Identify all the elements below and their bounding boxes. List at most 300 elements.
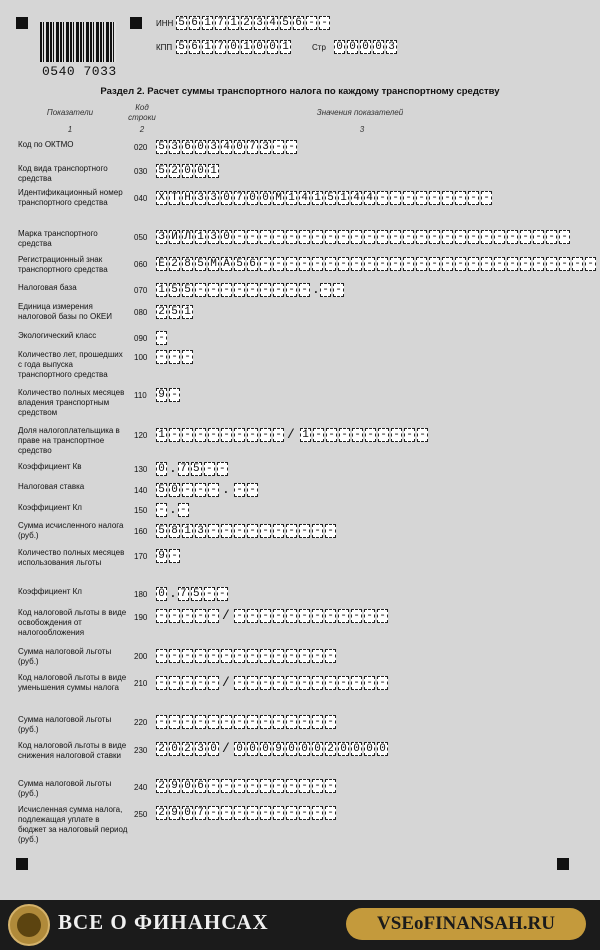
form-cell: - xyxy=(156,649,167,663)
form-cell: - xyxy=(306,16,317,30)
form-cell: - xyxy=(352,428,363,442)
field-120-share-num[interactable] xyxy=(156,428,286,442)
field-210-reduce-code-2[interactable] xyxy=(234,676,390,690)
form-cell: 9 xyxy=(156,549,167,563)
form-cell: 8 xyxy=(182,257,193,271)
row-label-200: Сумма налоговой льготы (руб.) xyxy=(18,647,112,666)
form-cell: 0 xyxy=(169,742,180,756)
form-cell: 2 xyxy=(169,257,180,271)
form-cell: 6 xyxy=(247,257,258,271)
form-cell: - xyxy=(339,428,350,442)
form-cell: - xyxy=(364,676,375,690)
form-cell: - xyxy=(247,283,258,297)
field-130-kv[interactable] xyxy=(156,462,230,476)
form-cell: - xyxy=(208,428,219,442)
brand-title: ВСЕ О ФИНАНСАХ xyxy=(58,910,269,934)
form-cell: - xyxy=(204,462,215,476)
form-cell: 0 xyxy=(334,40,345,54)
form-cell: - xyxy=(247,609,258,623)
field-100-years[interactable] xyxy=(156,350,195,364)
row-label-120: Доля налогоплательщика в праве на транспортное средство xyxy=(18,426,120,455)
row-label-090: Экологический класс xyxy=(18,331,97,340)
field-020-oktmo[interactable] xyxy=(156,140,299,154)
form-cell: 0 xyxy=(254,40,265,54)
form-cell: - xyxy=(260,609,271,623)
col-num-3: 3 xyxy=(359,125,365,134)
form-cell: - xyxy=(234,283,245,297)
form-cell: - xyxy=(559,257,570,271)
form-cell: - xyxy=(351,257,362,271)
form-cell: - xyxy=(338,676,349,690)
row-code-100: 100 xyxy=(134,353,148,362)
form-cell: 0 xyxy=(234,742,245,756)
form-cell: - xyxy=(182,609,193,623)
form-cell: - xyxy=(320,283,331,297)
row-label-160: Сумма исчисленного налога (руб.) xyxy=(18,521,124,540)
field-230-rate-code[interactable] xyxy=(156,742,221,756)
form-cell: 2 xyxy=(325,742,336,756)
form-cell: - xyxy=(364,609,375,623)
form-cell: - xyxy=(391,428,402,442)
form-cell: 5 xyxy=(156,140,167,154)
field-240-benefit-sum[interactable] xyxy=(156,779,338,793)
form-cell: - xyxy=(299,649,310,663)
form-cell: 5 xyxy=(156,164,167,178)
form-cell: - xyxy=(377,230,388,244)
form-cell: - xyxy=(169,549,180,563)
form-cell: - xyxy=(325,806,336,820)
form-cell: З xyxy=(156,230,167,244)
form-cell: - xyxy=(546,230,557,244)
form-cell: 5 xyxy=(182,283,193,297)
form-cell: И xyxy=(169,230,180,244)
form-cell: - xyxy=(208,524,219,538)
form-cell: Л xyxy=(182,230,193,244)
form-cell: 2 xyxy=(156,779,167,793)
form-cell: 1 xyxy=(286,191,297,205)
form-cell: - xyxy=(286,524,297,538)
form-cell: 9 xyxy=(273,742,284,756)
form-cell: - xyxy=(533,230,544,244)
field-210-reduce-code[interactable] xyxy=(156,676,221,690)
form-cell: - xyxy=(286,140,297,154)
form-cell: - xyxy=(156,715,167,729)
form-cell: - xyxy=(286,806,297,820)
form-cell: - xyxy=(221,649,232,663)
form-cell: - xyxy=(234,676,245,690)
form-cell: 6 xyxy=(293,16,304,30)
form-cell: - xyxy=(247,230,258,244)
field-050-brand[interactable] xyxy=(156,230,572,244)
form-cell: 0 xyxy=(260,742,271,756)
form-cell: - xyxy=(286,649,297,663)
row-code-200: 200 xyxy=(134,652,148,661)
form-cell: - xyxy=(429,257,440,271)
form-cell: 1 xyxy=(208,164,219,178)
form-cell: - xyxy=(326,428,337,442)
form-cell: - xyxy=(299,806,310,820)
form-cell: - xyxy=(182,676,193,690)
form-cell: - xyxy=(299,715,310,729)
form-cell: - xyxy=(247,428,258,442)
form-cell: 7 xyxy=(215,40,226,54)
form-cell: - xyxy=(247,806,258,820)
field-120-slash: / xyxy=(287,427,295,442)
form-cell: - xyxy=(195,283,206,297)
form-cell: - xyxy=(169,350,180,364)
form-cell: M xyxy=(273,191,284,205)
form-cell: - xyxy=(247,715,258,729)
form-cell: 5 xyxy=(280,16,291,30)
form-cell: - xyxy=(234,779,245,793)
form-cell: - xyxy=(390,257,401,271)
form-cell: - xyxy=(260,230,271,244)
form-cell: - xyxy=(195,609,206,623)
field-060-reg-sign[interactable] xyxy=(156,257,598,271)
row-label-240: Сумма налоговой льготы (руб.) xyxy=(18,779,112,798)
form-cell: - xyxy=(378,428,389,442)
col-header-values: Значения показателей xyxy=(316,108,404,117)
form-cell: - xyxy=(520,230,531,244)
row-code-090: 090 xyxy=(134,334,148,343)
form-cell: - xyxy=(365,428,376,442)
form-cell: 0 xyxy=(347,40,358,54)
field-180-kl[interactable] xyxy=(156,587,230,601)
form-cell: - xyxy=(325,649,336,663)
form-cell: - xyxy=(273,609,284,623)
corner-marker-top-right xyxy=(130,17,142,29)
form-cell: - xyxy=(195,483,206,497)
form-cell: - xyxy=(234,806,245,820)
form-cell: 0 xyxy=(364,742,375,756)
row-code-120: 120 xyxy=(134,431,148,440)
row-label-050: Марка транспортного средства xyxy=(18,229,98,248)
field-140-rate-int[interactable] xyxy=(156,483,221,497)
form-cell: - xyxy=(260,428,271,442)
form-cell: 0 xyxy=(247,742,258,756)
form-cell: 6 xyxy=(195,779,206,793)
form-cell: H xyxy=(182,191,193,205)
form-cell: - xyxy=(260,676,271,690)
form-cell: 5 xyxy=(156,524,167,538)
form-cell: 0 xyxy=(247,191,258,205)
form-cell: - xyxy=(299,230,310,244)
form-cell: 0 xyxy=(182,779,193,793)
form-cell: - xyxy=(156,609,167,623)
form-cell: 3 xyxy=(260,140,271,154)
form-cell: 7 xyxy=(215,16,226,30)
form-cell: - xyxy=(312,676,323,690)
form-cell: 3 xyxy=(195,191,206,205)
form-cell: - xyxy=(319,16,330,30)
form-cell: - xyxy=(364,230,375,244)
field-220-benefit-sum[interactable] xyxy=(156,715,338,729)
form-cell: 1 xyxy=(182,305,193,319)
form-cell: - xyxy=(533,257,544,271)
row-code-110: 110 xyxy=(134,391,147,400)
form-cell: - xyxy=(221,283,232,297)
form-cell: 4 xyxy=(221,140,232,154)
form-cell: - xyxy=(247,779,258,793)
form-cell: 2 xyxy=(182,742,193,756)
form-cell: 3 xyxy=(208,140,219,154)
form-cell: - xyxy=(325,676,336,690)
field-110-months[interactable] xyxy=(156,388,182,402)
form-cell: - xyxy=(364,257,375,271)
form-cell: - xyxy=(286,230,297,244)
form-cell: - xyxy=(299,257,310,271)
col-header-code-1: Код xyxy=(135,103,149,112)
form-cell: - xyxy=(546,257,557,271)
field-190-slash: / xyxy=(222,608,230,623)
field-150-kl[interactable] xyxy=(156,503,191,517)
form-cell: - xyxy=(403,191,414,205)
form-cell: - xyxy=(325,609,336,623)
form-cell: 0 xyxy=(373,40,384,54)
form-cell: - xyxy=(333,283,344,297)
row-code-160: 160 xyxy=(134,527,148,536)
row-code-040: 040 xyxy=(134,194,148,203)
form-cell: - xyxy=(273,676,284,690)
form-cell: - xyxy=(260,649,271,663)
row-code-130: 130 xyxy=(134,465,148,474)
row-label-150: Коэффициент Кл xyxy=(18,503,82,512)
form-cell: 2 xyxy=(156,305,167,319)
form-cell: 5 xyxy=(325,191,336,205)
form-cell: 5 xyxy=(191,587,202,601)
field-160-tax-sum[interactable] xyxy=(156,524,338,538)
field-070-tax-base-frac[interactable] xyxy=(320,283,346,297)
field-140-rate-frac[interactable] xyxy=(234,483,260,497)
form-cell: - xyxy=(312,230,323,244)
form-cell: - xyxy=(273,230,284,244)
form-cell: 1 xyxy=(280,40,291,54)
form-cell: - xyxy=(156,503,167,517)
section-title: Раздел 2. Расчет суммы транспортного налога по каждому транспортному средству xyxy=(100,86,500,97)
emblem-logo-icon xyxy=(8,904,50,946)
field-190-exempt-code[interactable] xyxy=(156,609,221,623)
form-cell: - xyxy=(286,257,297,271)
form-cell: 1 xyxy=(182,524,193,538)
field-190-exempt-code-2[interactable] xyxy=(234,609,390,623)
form-cell: 0 xyxy=(156,462,167,476)
form-cell: - xyxy=(299,676,310,690)
row-label-060: Регистрационный знак транспортного средства xyxy=(18,255,108,274)
form-cell: - xyxy=(351,609,362,623)
form-cell: - xyxy=(221,806,232,820)
form-cell: 5 xyxy=(176,40,187,54)
brand-site-link[interactable]: VSEoFINANSAH.RU xyxy=(346,908,586,940)
form-cell: 2 xyxy=(169,164,180,178)
form-cell: - xyxy=(312,715,323,729)
field-250-total[interactable] xyxy=(156,806,338,820)
form-cell: 0 xyxy=(234,140,245,154)
inn-cells xyxy=(176,16,332,30)
kpp-label: КПП xyxy=(156,43,173,52)
form-cell: - xyxy=(234,609,245,623)
form-cell: - xyxy=(286,283,297,297)
form-cell: - xyxy=(390,230,401,244)
form-cell: - xyxy=(507,230,518,244)
form-cell: . xyxy=(169,502,177,517)
row-label-220: Сумма налоговой льготы (руб.) xyxy=(18,715,112,734)
form-cell: - xyxy=(221,428,232,442)
form-cell: 0 xyxy=(156,587,167,601)
form-cell: - xyxy=(169,609,180,623)
form-cell: - xyxy=(234,524,245,538)
form-cell: 0 xyxy=(338,742,349,756)
form-cell: - xyxy=(572,257,583,271)
form-cell: - xyxy=(585,257,596,271)
form-cell: - xyxy=(208,283,219,297)
form-cell: - xyxy=(234,715,245,729)
form-cell: 1 xyxy=(195,230,206,244)
field-120-share-den[interactable] xyxy=(300,428,430,442)
row-code-050: 050 xyxy=(134,233,148,242)
form-cell: - xyxy=(286,779,297,793)
form-cell: 0 xyxy=(221,230,232,244)
form-cell: - xyxy=(195,649,206,663)
field-040-vin[interactable] xyxy=(156,191,494,205)
form-cell: - xyxy=(273,779,284,793)
row-code-250: 250 xyxy=(134,810,148,819)
field-210-slash: / xyxy=(222,675,230,690)
form-cell: - xyxy=(442,257,453,271)
col-num-1: 1 xyxy=(67,125,73,134)
form-cell: 9 xyxy=(156,388,167,402)
form-cell: 8 xyxy=(169,524,180,538)
form-cell: - xyxy=(204,587,215,601)
field-200-benefit-sum[interactable] xyxy=(156,649,338,663)
form-cell: 4 xyxy=(364,191,375,205)
form-cell: - xyxy=(468,230,479,244)
form-cell: 0 xyxy=(221,191,232,205)
form-cell: - xyxy=(559,230,570,244)
field-070-tax-base-int[interactable] xyxy=(156,283,312,297)
form-cell: - xyxy=(273,283,284,297)
field-170-benefit-months[interactable] xyxy=(156,549,182,563)
form-cell: - xyxy=(234,483,245,497)
form-cell: 0 xyxy=(169,483,180,497)
form-cell: - xyxy=(325,715,336,729)
form-cell: - xyxy=(182,350,193,364)
row-code-220: 220 xyxy=(134,718,148,727)
form-cell: - xyxy=(377,676,388,690)
form-cell: М xyxy=(208,257,219,271)
form-cell: - xyxy=(520,257,531,271)
form-cell: 0 xyxy=(208,742,219,756)
field-230-rate-code-2[interactable] xyxy=(234,742,390,756)
form-cell: - xyxy=(455,191,466,205)
form-cell: - xyxy=(273,715,284,729)
row-code-060: 060 xyxy=(134,260,148,269)
form-cell: - xyxy=(442,191,453,205)
form-cell: - xyxy=(494,230,505,244)
form-cell: 3 xyxy=(208,230,219,244)
field-080-unit[interactable] xyxy=(156,305,195,319)
form-cell: - xyxy=(182,649,193,663)
form-cell: - xyxy=(208,779,219,793)
form-cell: 0 xyxy=(286,742,297,756)
form-cell: - xyxy=(260,257,271,271)
row-label-040: Идентификационный номер транспортного средства xyxy=(18,188,123,207)
form-cell: - xyxy=(507,257,518,271)
form-cell: - xyxy=(234,428,245,442)
form-cell: 3 xyxy=(208,191,219,205)
form-cell: 5 xyxy=(169,283,180,297)
form-cell: - xyxy=(286,715,297,729)
form-cell: - xyxy=(260,283,271,297)
form-cell: - xyxy=(182,715,193,729)
form-cell: - xyxy=(481,230,492,244)
form-cell: - xyxy=(494,257,505,271)
form-cell: - xyxy=(404,428,415,442)
form-cell: 5 xyxy=(156,483,167,497)
form-cell: - xyxy=(260,806,271,820)
form-cell: - xyxy=(416,230,427,244)
form-cell: - xyxy=(195,676,206,690)
form-cell: T xyxy=(169,191,180,205)
form-cell: - xyxy=(156,676,167,690)
form-cell: - xyxy=(169,715,180,729)
form-cell: - xyxy=(208,609,219,623)
page-cells xyxy=(334,40,399,54)
form-cell: - xyxy=(403,230,414,244)
row-label-110: Количество полных месяцев владения транспортным средством xyxy=(18,388,125,417)
form-cell: 7 xyxy=(195,806,206,820)
row-code-240: 240 xyxy=(134,783,148,792)
form-cell: - xyxy=(221,715,232,729)
field-030-vehicle-type[interactable] xyxy=(156,164,221,178)
form-cell: - xyxy=(442,230,453,244)
form-cell: - xyxy=(260,715,271,729)
row-code-140: 140 xyxy=(134,486,148,495)
form-cell: 1 xyxy=(202,40,213,54)
inn-label: ИНН xyxy=(156,19,174,28)
form-cell: - xyxy=(221,524,232,538)
form-cell: - xyxy=(455,230,466,244)
row-label-100: Количество лет, прошедших с года выпуска транспортного средства xyxy=(18,350,123,379)
row-label-250: Исчисленная сумма налога, подлежащая уплате в бюджет за налоговый период (руб.) xyxy=(18,805,128,844)
form-cell: X xyxy=(156,191,167,205)
row-label-070: Налоговая база xyxy=(18,283,77,292)
field-090-eco-class[interactable] xyxy=(156,331,169,345)
row-code-210: 210 xyxy=(134,679,148,688)
form-cell: - xyxy=(182,428,193,442)
form-cell: - xyxy=(455,257,466,271)
form-cell: 0 xyxy=(267,40,278,54)
form-cell: 4 xyxy=(351,191,362,205)
form-cell: 0 xyxy=(260,191,271,205)
row-code-180: 180 xyxy=(134,590,148,599)
form-cell: 0 xyxy=(360,40,371,54)
row-label-230: Код налоговой льготы в виде снижения налоговой ставки xyxy=(18,741,127,760)
col-num-2: 2 xyxy=(139,125,145,134)
barcode-number: 0540 7033 xyxy=(42,64,117,79)
form-cell: - xyxy=(169,428,180,442)
form-cell: Е xyxy=(156,257,167,271)
form-cell: - xyxy=(286,676,297,690)
form-cell: - xyxy=(325,779,336,793)
row-code-020: 020 xyxy=(134,143,148,152)
form-cell: 4 xyxy=(267,16,278,30)
form-cell: - xyxy=(403,257,414,271)
row-code-150: 150 xyxy=(134,506,148,515)
field-070-decimal-point: . xyxy=(312,282,320,297)
form-cell: - xyxy=(325,230,336,244)
form-cell: - xyxy=(312,649,323,663)
form-cell: - xyxy=(182,483,193,497)
